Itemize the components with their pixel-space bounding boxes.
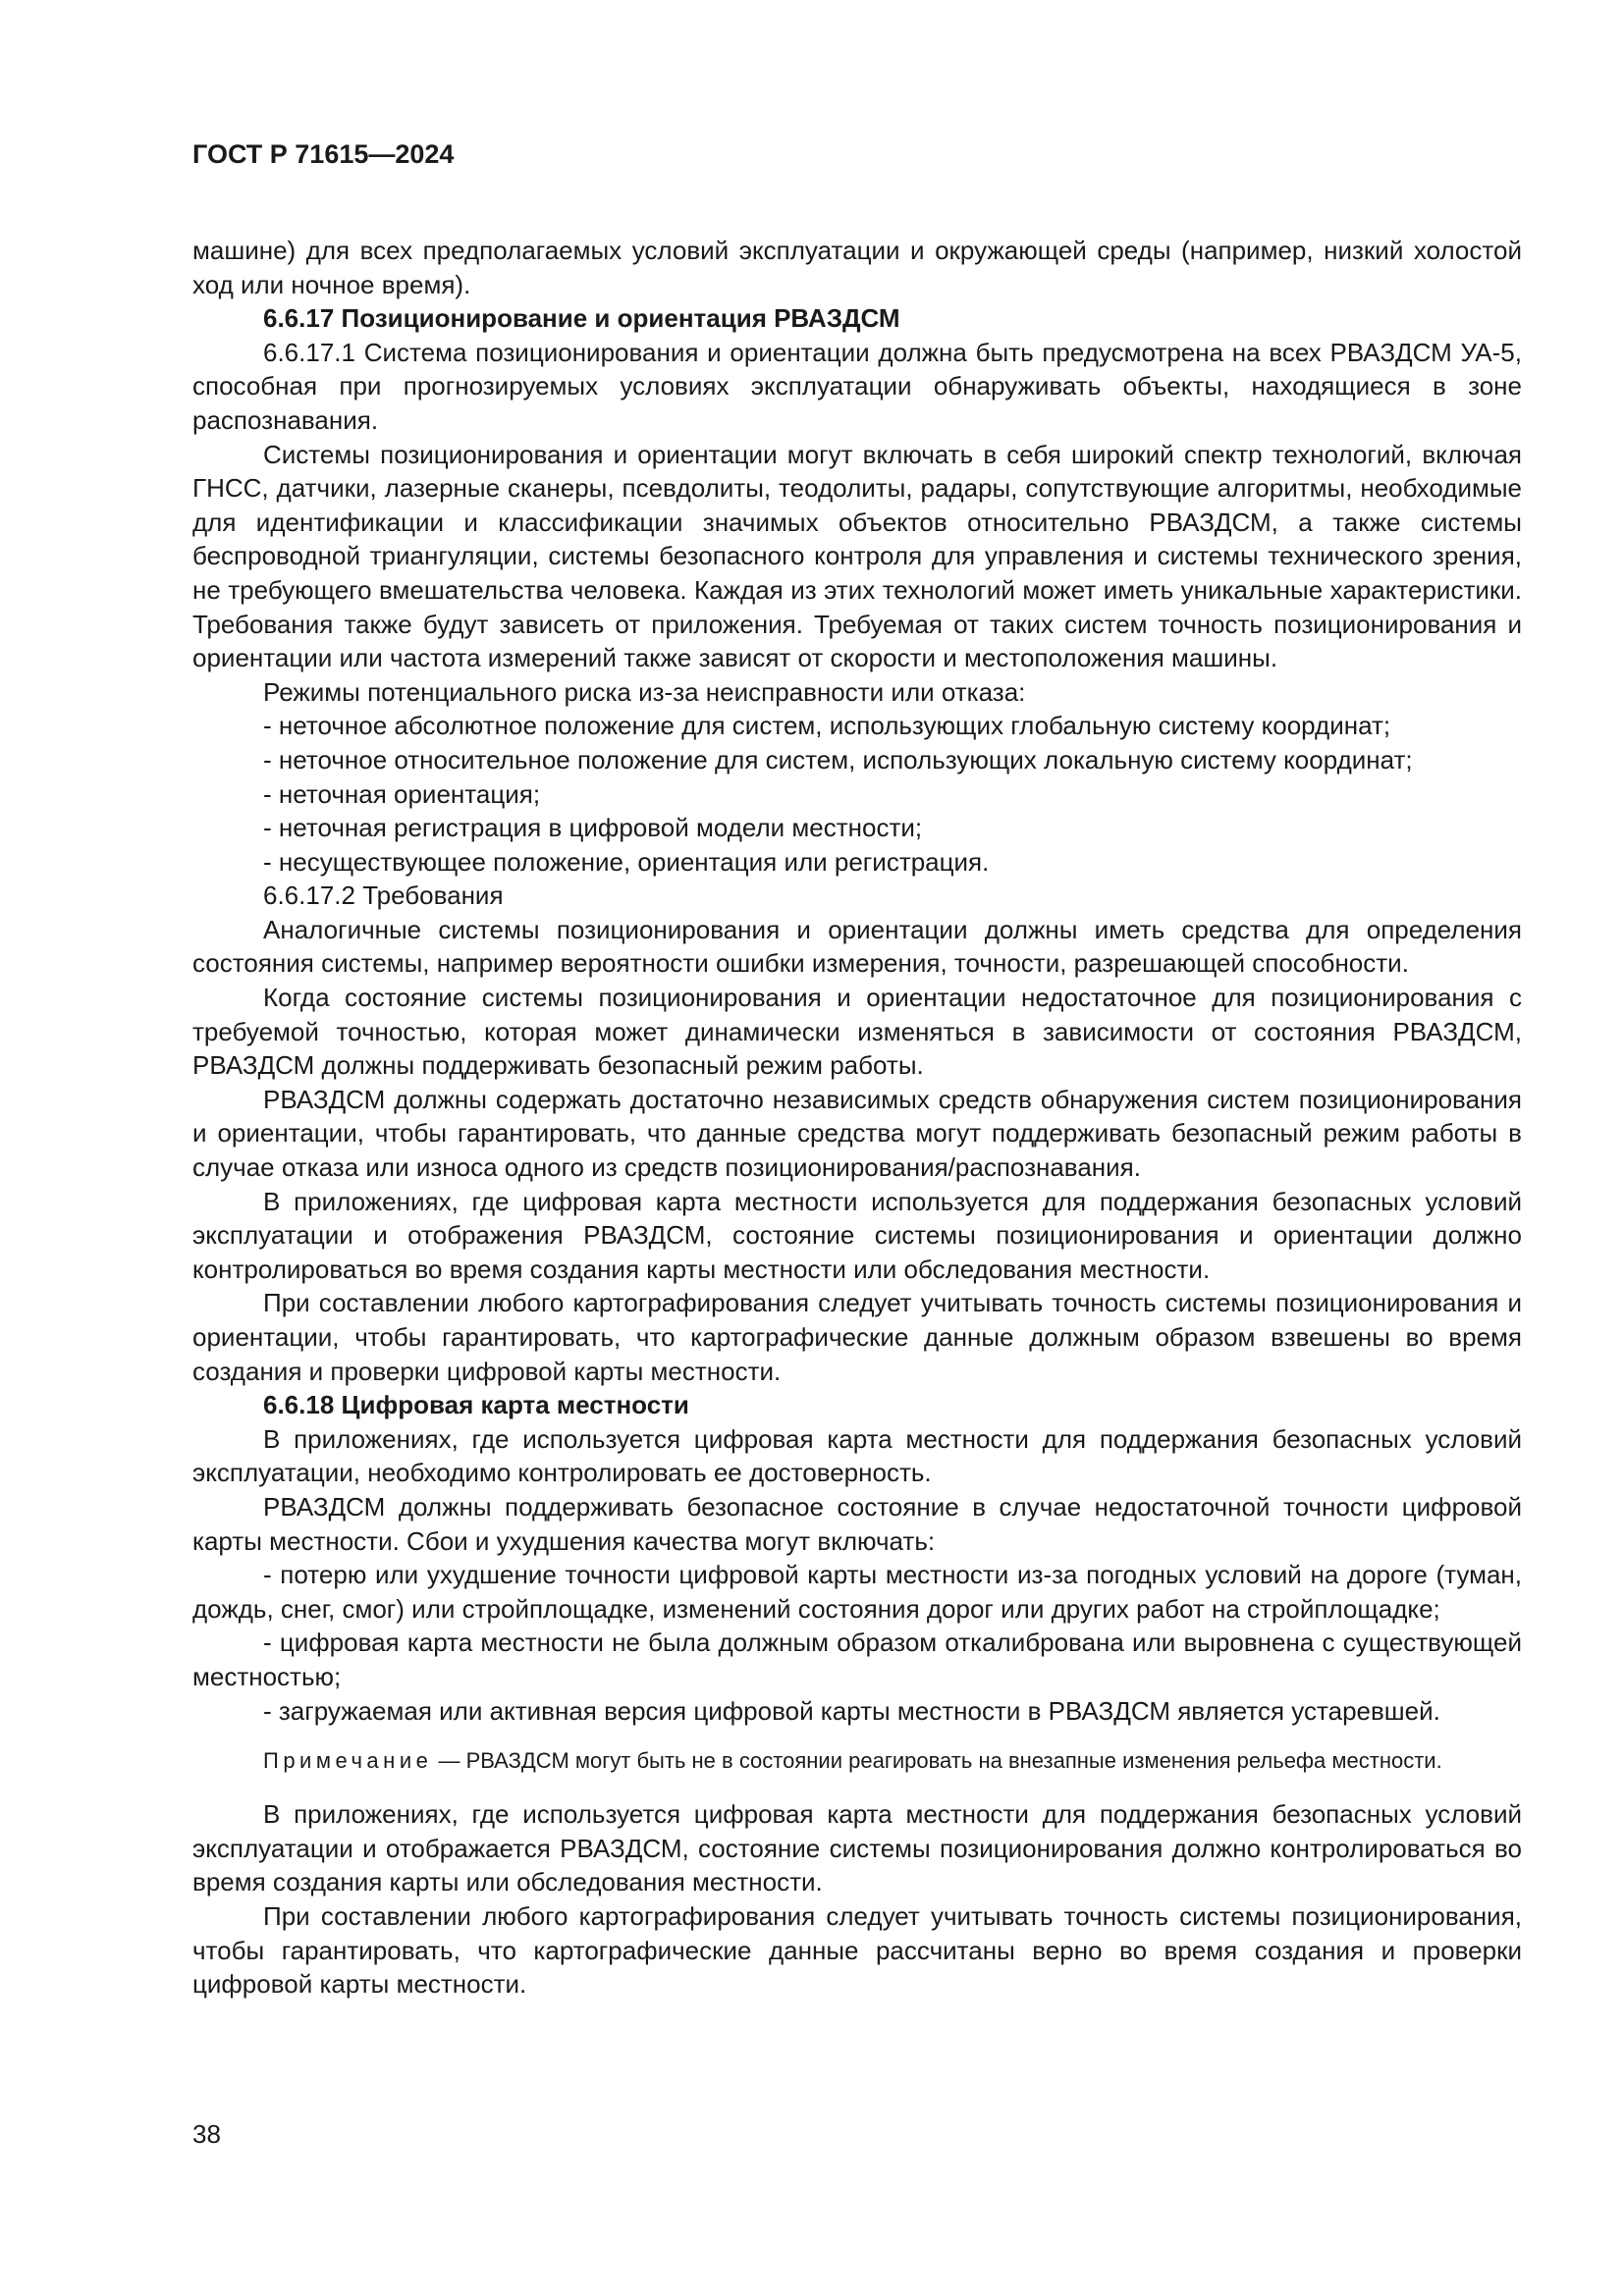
note — [192, 1745, 1522, 1776]
paragraph: Когда состояние системы позиционирования и ориентации недостаточное для позиционирования с требуемой точностью, которая может динамически изменяться в зависимости от состояния РВАЗДСМ, РВАЗДСМ должны поддерживать безопасный режим работы. — [192, 983, 1522, 1081]
section-heading-6-6-17: 6.6.17 Позиционирование и ориентация РВАЗДСМ — [263, 303, 900, 334]
list-item: - несуществующее положение, ориентация или регистрация. — [263, 846, 990, 877]
note-label: Примечание — [263, 1748, 433, 1774]
note-text: — РВАЗДСМ могут быть не в состоянии реагировать на внезапные изменения рельефа местности. — [432, 1748, 1442, 1774]
list-item: - цифровая карта местности не была должным образом откалибрована или выровнена с существующей местностью; — [192, 1628, 1522, 1691]
paragraph: Системы позиционирования и ориентации могут включать в себя широкий спектр технологий, включая ГНСС, датчики, лазерные сканеры, псевдолиты, теодолиты, радары, сопутствующие алгоритмы, необходимые для идентификации и классификации значимых объектов относительно РВАЗДСМ, а также системы беспроводной триангуляции, системы безопасного контроля для управления и системы технического зрения, не требующего вмешательства человека. Каждая из этих технологий может иметь уникальные характеристики. Требования также будут зависеть от приложения. Требуемая от таких систем точность позиционирования и ориентации или частота измерений также зависят от скорости и местоположения машины. — [192, 439, 1522, 673]
section-heading-6-6-18: 6.6.18 Цифровая карта местности — [263, 1390, 689, 1420]
page-number: 38 — [192, 2119, 221, 2149]
paragraph: машине) для всех предполагаемых условий эксплуатации и окружающей среды (например, низкий холостой ход или ночное время). — [192, 236, 1522, 299]
list-item: - неточная ориентация; — [263, 778, 541, 809]
paragraph: Режимы потенциального риска из-за неисправности или отказа: — [263, 676, 1026, 707]
paragraph: 6.6.17.1 Система позиционирования и ориентации должна быть предусмотрена на всех РВАЗДСМ УА-5, способная при прогнозируемых условиях эксплуатации обнаруживать объекты, находящиеся в зоне распознавания. — [192, 337, 1522, 435]
paragraph: РВАЗДСМ должны поддерживать безопасное состояние в случае недостаточной точности цифровой карты местности. Сбои и ухудшения качества могут включать: — [192, 1491, 1522, 1556]
subsection-title: 6.6.17.2 Требования — [263, 881, 504, 911]
list-item: - неточная регистрация в цифровой модели местности; — [263, 813, 923, 843]
list-item: - потерю или ухудшение точности цифровой карты местности из-за погодных условий на дороге (туман, дождь, снег, смог) или стройплощадке, изменений состояния дорог или других работ на стройплощадке; — [192, 1560, 1522, 1624]
document-header: ГОСТ Р 71615—2024 — [192, 139, 455, 169]
list-item: - неточное относительное положение для систем, использующих локальную систему координат; — [263, 744, 1413, 774]
paragraph: При составлении любого картографирования следует учитывать точность системы позиционирования и ориентации, чтобы гарантировать, что картографические данные должным образом взвешены во время создания и проверки цифровой карты местности. — [192, 1288, 1522, 1386]
list-item: - загружаемая или активная версия цифровой карты местности в РВАЗДСМ является устаревшей. — [263, 1695, 1440, 1726]
paragraph: В приложениях, где используется цифровая карта местности для поддержания безопасных условий эксплуатации и отображается РВАЗДСМ, состояние системы позиционирования должно контролироваться во время создания карты или обследования местности. — [192, 1799, 1522, 1897]
paragraph: Аналогичные системы позиционирования и ориентации должны иметь средства для определения состояния системы, например вероятности ошибки измерения, точности, разрешающей способности. — [192, 914, 1522, 979]
paragraph: В приложениях, где используется цифровая карта местности для поддержания безопасных условий эксплуатации, необходимо контролировать ее достоверность. — [192, 1423, 1522, 1488]
paragraph: При составлении любого картографирования следует учитывать точность системы позиционирования, чтобы гарантировать, что картографические данные рассчитаны верно во время создания и проверки цифровой карты местности. — [192, 1900, 1522, 2000]
paragraph: В приложениях, где цифровая карта местности используется для поддержания безопасных условий эксплуатации и отображения РВАЗДСМ, состояние системы позиционирования и ориентации должно контролироваться во время создания карты местности или обследования местности. — [192, 1186, 1522, 1284]
list-item: - неточное абсолютное положение для систем, использующих глобальную систему координат; — [263, 711, 1391, 741]
document-page — [192, 137, 1522, 2002]
paragraph: РВАЗДСМ должны содержать достаточно независимых средств обнаружения систем позиционирования и ориентации, чтобы гарантировать, что данные средства могут поддерживать безопасный режим работы в случае отказа или износа одного из средств позиционирования/распознавания. — [192, 1084, 1522, 1183]
